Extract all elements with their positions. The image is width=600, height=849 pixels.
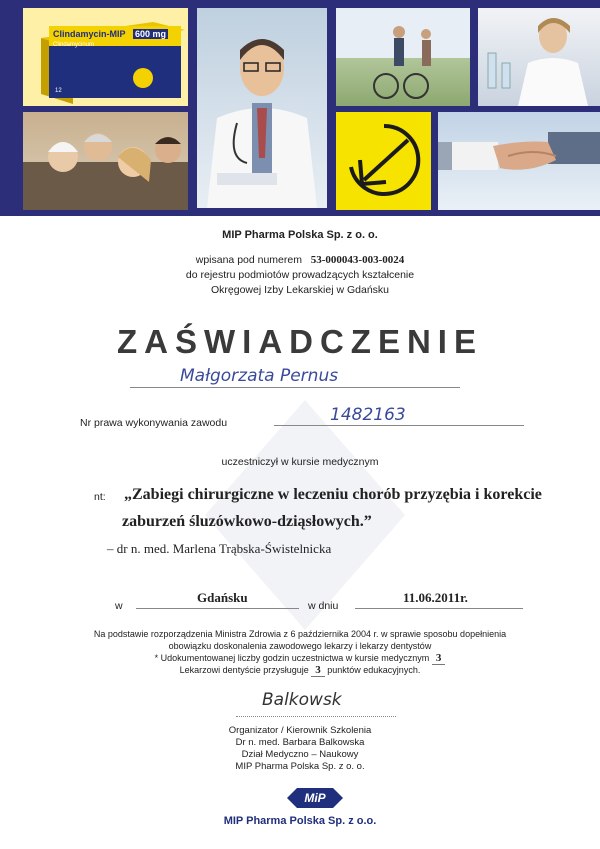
- points-value: 3: [311, 664, 325, 677]
- course-title-line2: zaburzeń śluzówkowo-dziąsłowych.”: [122, 513, 372, 530]
- course-title-line1: „Zabiegi chirurgiczne w leczeniu chorób przyzębia i korekcie: [124, 486, 542, 503]
- course-lecturer: – dr n. med. Marlena Trąbska-Świstelnicka: [107, 541, 332, 556]
- registry-prefix: wpisana pod numerem: [195, 254, 302, 266]
- registry-number: 53-000043-003-0024: [310, 254, 405, 266]
- box-dose: 600 mg: [135, 29, 167, 39]
- legal-line1: Na podstawie rozporządzenia Ministra Zdrowia z 6 października 2004 r. w sprawie sposobu dopełnienia: [93, 629, 507, 639]
- logo-text: MiP: [304, 791, 326, 805]
- points-suffix: punktów edukacyjnych.: [327, 665, 421, 675]
- date-label: w dniu: [308, 600, 339, 612]
- document-title: ZAŚWIADCZENIE: [117, 323, 483, 360]
- legal-line2: obowiązku doskonalenia zawodowego lekarzy i lekarzy dentystów: [168, 641, 432, 651]
- cyclists-photo: [336, 8, 470, 106]
- hours-value: 3: [432, 652, 446, 665]
- date-underline: [355, 608, 523, 609]
- topic-label: nt:: [94, 491, 106, 503]
- hours-label: * Udokumentowanej liczby godzin uczestnictwa w kursie medycznym: [154, 653, 430, 663]
- issuer-name: MIP Pharma Polska Sp. z o. o.: [222, 229, 378, 241]
- organizer-dept: Dział Medyczno – Naukowy: [241, 749, 359, 760]
- name-underline: [130, 387, 460, 388]
- footer-company: MIP Pharma Polska Sp. z o.o.: [223, 815, 377, 827]
- box-brand: Clindamycin-MIP: [53, 29, 126, 39]
- handshake-photo: [438, 112, 600, 210]
- lab-photo: [478, 8, 600, 106]
- header-collage: [0, 0, 600, 216]
- signature-line: [236, 716, 396, 717]
- organizer-role: Organizator / Kierownik Szkolenia: [228, 725, 372, 736]
- points-label: Lekarzowi dentyście przysługuje: [179, 665, 309, 675]
- points-line: [0, 665, 600, 676]
- box-count: 12: [55, 88, 62, 94]
- registry-line1: [0, 254, 600, 267]
- organizer-company: MIP Pharma Polska Sp. z o. o.: [235, 761, 365, 772]
- family-photo: [23, 112, 188, 210]
- product-box-image: [23, 8, 188, 106]
- place-label: w: [115, 600, 123, 612]
- date-value: 11.06.2011r.: [403, 590, 468, 605]
- registry-line3: Okręgowej Izby Lekarskiej w Gdańsku: [211, 284, 389, 296]
- hours-line: [0, 653, 600, 664]
- arrow-icon: [336, 112, 431, 210]
- organizer-name: Dr n. med. Barbara Balkowska: [235, 737, 365, 748]
- doctor-photo: [197, 8, 327, 208]
- license-label: Nr prawa wykonywania zawodu: [80, 417, 228, 429]
- license-underline: [274, 425, 524, 426]
- license-number: 1482163: [330, 405, 406, 425]
- box-sub: Clindamycinum: [53, 42, 95, 48]
- course-intro: uczestniczył w kursie medycznym: [221, 456, 379, 468]
- place-underline: [136, 608, 299, 609]
- organizer-signature: Balkowsk: [262, 690, 342, 710]
- participant-name: Małgorzata Pernus: [180, 366, 339, 386]
- place-city: Gdańsku: [197, 590, 248, 605]
- registry-line2: do rejestru podmiotów prowadzących kształcenie: [185, 269, 415, 281]
- mip-logo: [287, 786, 343, 810]
